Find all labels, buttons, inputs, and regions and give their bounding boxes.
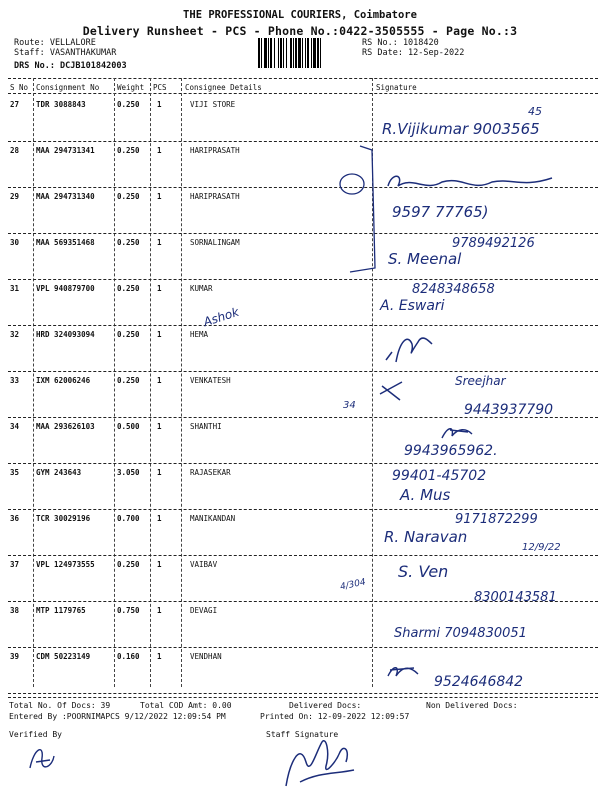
margin-note-row-33: 34 [343,400,356,411]
cell-consignment: TCR 30029196 [36,514,91,523]
cell-weight: 0.500 [117,422,140,431]
runsheet-title: Delivery Runsheet - PCS - Phone No.:0422-3505555 - Page No.:3 [82,24,518,38]
handwritten-note: 45 [528,105,542,118]
cell-consignment: VPL 940879700 [36,284,95,293]
row-separator [8,279,598,280]
cell-sno: 27 [10,100,20,109]
phone-row-30: 9789492126 [452,236,535,251]
signature-row-30: S. Meenal [388,250,462,268]
staff-label: Staff: VASANTHAKUMAR [14,48,117,58]
cell-pcs: 1 [157,514,162,523]
cell-consignee: MANIKANDAN [190,514,236,523]
table-header-border [8,93,598,94]
cell-pcs: 1 [157,606,162,615]
cell-consignee: VAIBAV [190,560,218,569]
cell-weight: 0.160 [117,652,140,661]
row-separator [8,141,598,142]
row-separator [8,693,598,694]
cell-consignment: CDM 50223149 [36,652,91,661]
cell-weight: 0.250 [117,376,140,385]
signature-row-37: S. Ven [398,562,449,581]
cell-consignee: KUMAR [190,284,213,293]
row-separator [8,233,598,234]
row-separator [8,555,598,556]
company-title: THE PROFESSIONAL COURIERS, Coimbatore [183,9,417,21]
cell-pcs: 1 [157,560,162,569]
cell-pcs: 1 [157,238,162,247]
cell-consignee: HEMA [190,330,209,339]
entered-by: Entered By :POORNIMAPCS 9/12/2022 12:09:54 PM [9,712,226,721]
cell-weight: 0.250 [117,238,140,247]
cell-consignment: VPL 124973555 [36,560,95,569]
signature-row-27: R.Vijikumar 9003565 [382,120,540,138]
delivered-docs: Delivered Docs: [289,701,362,710]
cell-sno: 29 [10,192,20,201]
margin-note-row-31: Ashok [201,304,241,330]
initials-row-34 [438,424,478,444]
verified-by-label: Verified By [9,730,62,739]
drs-number: DRS No.: DCJB101842003 [14,61,127,71]
initials-row-39 [384,662,424,682]
cell-sno: 36 [10,514,20,523]
cell-consignee: SORNALINGAM [190,238,240,247]
cell-sno: 37 [10,560,20,569]
col-consignment-header: Consignment No [36,83,100,92]
phone-row-36: 9171872299 [455,512,538,527]
phone-row-35: 99401-45702 [392,468,487,484]
cell-sno: 38 [10,606,20,615]
cell-consignee: DEVAGI [190,606,218,615]
cross-mark [376,380,416,404]
cell-sno: 30 [10,238,20,247]
phone-row-31: 8248348658 [412,282,495,297]
cell-sno: 33 [10,376,20,385]
cell-pcs: 1 [157,330,162,339]
row-separator [8,509,598,510]
cell-pcs: 1 [157,146,162,155]
cell-pcs: 1 [157,100,162,109]
signature-row-36: R. Naravan [384,528,468,546]
cell-pcs: 1 [157,652,162,661]
cell-weight: 3.050 [117,468,140,477]
cell-consignee: HARIPRASATH [190,192,240,201]
column-divider [150,78,151,687]
cell-weight: 0.250 [117,146,140,155]
signature-row-33: Sreejhar [455,374,506,388]
cell-consignee: VENDHAN [190,652,222,661]
signature-row-29: 9597 77765) [392,203,489,221]
signature-row-35: A. Mus [400,486,451,504]
cell-sno: 28 [10,146,20,155]
total-cod: Total COD Amt: 0.00 [140,701,232,710]
col-signature-header: Signature [376,83,417,92]
cell-weight: 0.250 [117,192,140,201]
cell-pcs: 1 [157,376,162,385]
cell-pcs: 1 [157,422,162,431]
cell-weight: 0.250 [117,330,140,339]
cell-consignment: MAA 293626103 [36,422,95,431]
cell-consignee: VENKATESH [190,376,231,385]
cell-consignment: MAA 294731341 [36,146,95,155]
bracket-mark [330,140,390,280]
non-delivered-docs: Non Delivered Docs: [426,701,518,710]
cell-weight: 0.250 [117,284,140,293]
column-divider [33,78,34,687]
cell-pcs: 1 [157,468,162,477]
date-row-36: 12/9/22 [522,542,561,553]
cell-sno: 31 [10,284,20,293]
column-divider [114,78,115,687]
cell-sno: 35 [10,468,20,477]
footer-top-border [8,697,598,698]
cell-sno: 32 [10,330,20,339]
signature-row-32 [382,330,452,370]
row-separator [8,325,598,326]
cell-consignee: VIJI STORE [190,100,236,109]
cell-consignment: MTP 1179765 [36,606,86,615]
column-divider [181,78,182,687]
signature-row-38: Sharmi 7094830051 [394,626,527,641]
margin-note-row-37: 4/304 [339,577,367,593]
staff-signature [280,732,360,792]
cell-consignment: MAA 569351468 [36,238,95,247]
staff-signature-label: Staff Signature [266,730,339,739]
signature-row-31: A. Eswari [380,298,445,314]
cell-pcs: 1 [157,284,162,293]
row-separator [8,371,598,372]
col-sno-header: S No [10,83,29,92]
route-label: Route: VELLALORE [14,38,96,48]
printed-on: Printed On: 12-09-2022 12:09:57 [260,712,410,721]
row-separator [8,463,598,464]
rs-date: RS Date: 12-Sep-2022 [362,48,465,58]
phone-row-37: 8300143581 [474,590,557,605]
cell-consignee: HARIPRASATH [190,146,240,155]
cell-consignment: TDR 3088843 [36,100,86,109]
total-docs: Total No. Of Docs: 39 [9,701,111,710]
cell-weight: 0.700 [117,514,140,523]
barcode-image [258,38,356,68]
cell-consignee: SHANTHI [190,422,222,431]
verifier-signature [22,738,62,778]
row-separator [8,647,598,648]
cell-sno: 39 [10,652,20,661]
cell-weight: 0.750 [117,606,140,615]
table-top-border [8,78,598,79]
cell-consignment: IXM 62006246 [36,376,91,385]
cell-consignment: HRD 324093094 [36,330,95,339]
col-weight-header: Weight [117,83,145,92]
cell-sno: 34 [10,422,20,431]
cell-consignment: MAA 294731340 [36,192,95,201]
signature-row-28 [382,170,562,194]
cell-pcs: 1 [157,192,162,201]
phone-row-34: 9943965962. [404,443,498,459]
cell-weight: 0.250 [117,100,140,109]
rs-number: RS No.: 1018420 [362,38,439,48]
cell-consignee: RAJASEKAR [190,468,231,477]
col-pcs-header: PCS [153,83,167,92]
phone-row-39: 9524646842 [434,674,524,690]
cell-consignment: GYM 243643 [36,468,82,477]
col-consignee-header: Consignee Details [185,83,262,92]
phone-row-33: 9443937790 [464,402,554,418]
cell-weight: 0.250 [117,560,140,569]
